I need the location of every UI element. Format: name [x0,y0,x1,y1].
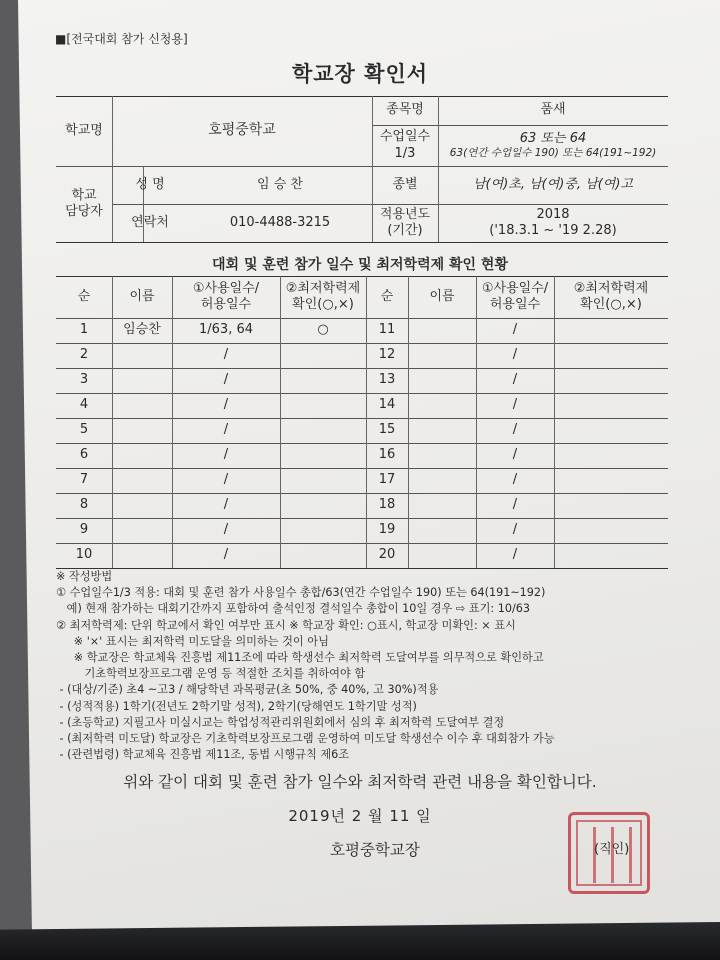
table-row [56,468,668,493]
cell-right-days: / [512,522,518,538]
name-label: 성 명 [135,176,165,192]
cell-right-min [554,543,668,568]
grid-line [476,276,477,568]
cell-name [112,343,172,368]
cell-right-name [408,518,476,543]
cell-right-min [554,318,668,343]
grid-line [280,276,281,568]
cell-name [112,518,172,543]
cell-right-no: 16 [378,447,396,463]
cell-name [112,543,172,568]
days-value [438,125,668,166]
cell-right-no: 15 [378,422,396,438]
cell-days: / [223,497,229,513]
grid-line [408,276,409,568]
cell-right-days: / [512,397,518,413]
grid-line [554,276,555,568]
cell-days: / [223,347,229,363]
header-days-line1: ①사용일수/ [192,280,260,296]
cell-right-name [408,468,476,493]
principal-signature-line: 호평중학교장 [330,841,420,859]
grid-line [172,276,173,568]
cell-no: 2 [79,347,89,363]
cell-right-days: / [512,422,518,438]
table-row [56,368,668,393]
cell-right-min [554,443,668,468]
cell-right-no: 17 [378,472,396,488]
cell-right-min [554,418,668,443]
cell-right-name [408,343,476,368]
cell-days: / [223,422,229,438]
category-label: 종별 [392,176,418,192]
header-min-right [554,276,668,318]
cell-min [280,343,366,368]
table-row [56,393,668,418]
grid-line [56,318,668,319]
note-line: ② 최저학력제: 단위 학교에서 확인 여부만 표시 ※ 학교장 확인: ○표시, 학교장 미확인: × 표시 [56,618,516,632]
grid-line [56,518,668,519]
cell-right-min [554,368,668,393]
cell-days: 1/63, 64 [199,322,253,338]
grid-line [56,543,668,544]
cell-name [112,418,172,443]
cell-right-no: 13 [378,372,396,388]
table-row [56,543,668,568]
cell-right-no: 11 [378,322,396,338]
cell-right-name [408,318,476,343]
table-row [56,493,668,518]
cell-days: / [223,472,229,488]
table-row [56,343,668,368]
contact-value: 010-4488-3215 [229,214,331,230]
days-value-note: 63(연간 수업일수 190) 또는 64(191~192) [449,147,657,160]
seal-label: (직인) [594,842,630,857]
days-label-main: 수업일수 [379,129,431,145]
cell-name: 임승찬 [123,322,161,338]
grid-line [56,276,668,277]
cell-no: 9 [79,522,89,538]
header-no-right: 순 [380,288,394,304]
header-min-right-line1: ②최저학력제 [573,280,649,296]
table-row [56,318,668,343]
days-label-sub: 1/3 [394,145,416,161]
cell-name [112,468,172,493]
note-line: - (초등학교) 지필고사 미실시교는 학업성적관리위원회에서 심의 후 최저학력 도달여부 결정 [56,715,505,729]
grid-line [56,493,668,494]
cell-right-min [554,518,668,543]
note-line: - (최저학력 미도달) 학교장은 기초학력보장프로그램 운영하여 미도달 학생선수 이수 후 대회참가 가능 [56,732,555,746]
cell-min [280,418,366,443]
days-label [372,125,438,166]
days-value-main: 63 또는 64 [519,130,587,146]
manager-label-line2: 담당자 [65,204,103,219]
event-value: 품새 [540,102,566,118]
note-line: - (성적적용) 1학기(전년도 2학기말 성적), 2학기(당해연도 1학기말 성적) [56,699,417,713]
grid-line [56,468,668,469]
cell-right-days: / [512,472,518,488]
table-row [56,518,668,543]
cell-days: / [223,522,229,538]
cell-right-no: 19 [378,522,396,538]
section-title: 대회 및 훈련 참가 일수 및 최저학력제 확인 현황 [212,257,508,273]
grid-line [56,343,668,344]
document-date: 2019년 2 월 11 일 [288,807,432,825]
cell-right-name [408,418,476,443]
cell-min [280,518,366,543]
cell-min [280,368,366,393]
cell-right-no: 18 [378,497,396,513]
year-label [372,204,438,242]
cell-right-no: 14 [378,397,396,413]
confirmation-statement: 위와 같이 대회 및 훈련 참가 일수와 최저학력 관련 내용을 확인합니다. [123,773,597,791]
cell-days: / [223,547,229,563]
document-tag: ■[전국대회 참가 신청용] [55,32,188,46]
cell-min [280,543,366,568]
cell-right-no: 20 [378,547,396,563]
cell-right-min [554,493,668,518]
grid-line [56,418,668,419]
cell-min [280,468,366,493]
year-value [438,204,668,242]
cell-days: / [223,397,229,413]
grid-line [56,393,668,394]
cell-right-name [408,493,476,518]
note-line: - (관련법령) 학교체육 진흥법 제11조, 동법 시행규칙 제6조 [56,748,350,762]
header-days-right [476,276,554,318]
grid-line [112,276,113,568]
note-line: ※ '×' 표시는 최저학력 미도달을 의미하는 것이 아님 [56,634,329,648]
cell-right-days: / [512,447,518,463]
instructions-notes [56,569,676,763]
cell-no: 4 [79,397,89,413]
cell-right-min [554,393,668,418]
manager-label-line1: 학교 [71,187,97,203]
header-min-line2: 확인(○,×) [292,297,354,312]
cell-no: 10 [75,547,93,563]
year-label-main: 적용년도 [379,206,431,222]
note-line: 기초학력보장프로그램 운영 등 적절한 조치를 취하여야 함 [56,667,366,681]
year-label-sub: (기간) [387,223,423,238]
cell-no: 3 [79,372,89,388]
cell-no: 8 [79,497,89,513]
cell-right-days: / [512,497,518,513]
cell-right-days: / [512,547,518,563]
header-name-right: 이름 [429,288,455,304]
year-value-main: 2018 [536,206,570,222]
grid-line [56,443,668,444]
note-line: ① 수업일수1/3 적용: 대회 및 훈련 참가 사용일수 총합/63(연간 수업일수 190) 또는 64(191~192) [56,586,546,600]
table-header-row [56,276,668,318]
cell-right-name [408,443,476,468]
header-min [280,276,366,318]
header-days-right-line1: ①사용일수/ [481,280,549,296]
cell-name [112,493,172,518]
header-min-right-line2: 확인(○,×) [580,297,642,312]
manager-label [56,166,112,242]
cell-no: 7 [79,472,89,488]
year-period: ('18.3.1 ~ '19 2.28) [489,223,617,238]
document-title: 학교장 확인서 [291,62,429,86]
cell-days: / [223,447,229,463]
cell-name [112,393,172,418]
header-name: 이름 [129,288,155,304]
note-line: ※ 작성방법 [56,570,113,583]
cell-no: 1 [79,322,89,338]
cell-right-name [408,368,476,393]
header-days [172,276,280,318]
cell-no: 6 [79,447,89,463]
note-line: - (대상/기준) 초4 ~고3 / 해당학년 과목평균(초 50%, 중 40%, 고 30%)적용 [56,683,439,697]
cell-min [280,393,366,418]
cell-right-name [408,543,476,568]
table-row [56,418,668,443]
cell-no: 5 [79,422,89,438]
note-line: 예) 현재 참가하는 대회기간까지 포함하여 출석인정 결석일수 총합이 10일 경우 ⇨ 표기: 10/63 [56,602,530,616]
grid-line [56,368,668,369]
cell-name [112,368,172,393]
note-line: ※ 학교장은 학교체육 진흥법 제11조에 따라 학생선수 최저학력 도달여부를 의무적으로 확인하고 [56,651,544,665]
header-days-line2: 허용일수 [200,297,252,312]
cell-min: ○ [317,322,329,338]
school-label: 학교명 [65,122,103,138]
cell-right-no: 12 [378,347,396,363]
school-info-table [56,96,668,242]
cell-right-days: / [512,372,518,388]
cell-right-min [554,343,668,368]
cell-right-days: / [512,347,518,363]
cell-days: / [223,372,229,388]
name-value: 임 승 찬 [257,176,303,192]
contact-label: 연락처 [131,214,169,230]
cell-right-days: / [512,322,518,338]
category-value: 남(여)초, 남(여)중, 남(여)고 [473,176,633,192]
cell-min [280,493,366,518]
header-min-line1: ②최저학력제 [285,280,361,296]
school-name: 호평중학교 [208,122,276,139]
cell-name [112,443,172,468]
grid-line [366,276,367,568]
table-row [56,443,668,468]
cell-min [280,443,366,468]
event-label: 종목명 [386,102,424,118]
header-days-right-line2: 허용일수 [489,297,541,312]
cell-right-min [554,468,668,493]
header-no: 순 [77,288,91,304]
cell-right-name [408,393,476,418]
